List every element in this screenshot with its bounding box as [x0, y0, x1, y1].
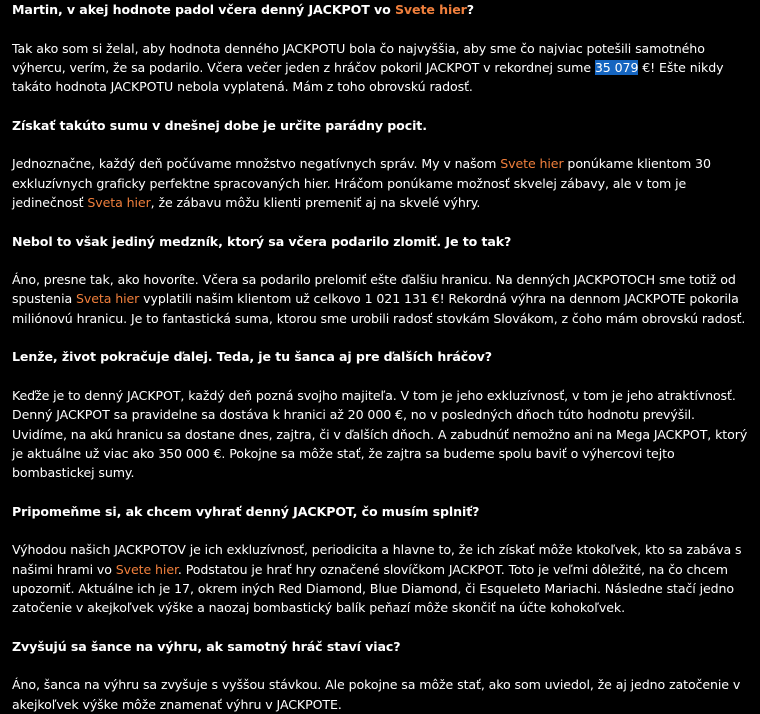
answer-3-part: Áno, presne tak, ako hovoríte. Včera sa podarilo prelomiť ešte ďalšiu hranicu. Na denných JACKPOTOCH sme totiž od spustenia: [12, 272, 736, 307]
answer-1-text-end: €! Ešte nikdy takáto hodnota JACKPOTU nebola vyplatená. Mám z toho obrovskú radosť.: [12, 59, 724, 95]
answer-5-part: . Podstatou je hrať hry označené slovíčkom JACKPOT. Toto je veľmi dôležité, na čo chcem upozorniť. Aktuálne ich je 17, okrem iných Red Diamond, Blue Diamond, či Esqueleto Mariachi. Následne stačí jedno zatočenie v akejkoľvek výške a naozaj bombastický balík peňazí môže skončiť na účte kohokoľvek.: [12, 561, 735, 616]
selected-amount: 35 079: [594, 59, 639, 75]
question-5: Pripomeňme si, ak chcem vyhrať denný JACKPOT, čo musím splniť?: [12, 503, 480, 519]
answer-3: [12, 270, 748, 328]
answer-3-part: vyplatili našim klientom už celkovo 1 021 131 €! Rekordná výhra na dennom JACKPOTE pokorila miliónovú hranicu. Je to fantastická suma, ktorou sme urobili radosť stovkám Slovákom, z čoho mám obrovskú radosť.: [12, 291, 746, 326]
question-1: [12, 0, 748, 19]
answer-5: [12, 540, 748, 617]
answer-2-part: , že zábavu môžu klienti premeniť aj na skvelé výhry.: [150, 194, 481, 210]
answer-1: [12, 39, 748, 97]
sveta-hier-link[interactable]: Sveta hier: [76, 291, 140, 307]
answer-2-part: ponúkame klientom 30 exkluzívnych graficky perfektne spracovaných hier. Hráčom ponúkame možnosť skvelej zábavy, ale v tom je jedinečnosť: [12, 156, 711, 210]
svete-hier-link[interactable]: Svete hier: [500, 156, 564, 172]
answer-1-text: Tak ako som si želal, aby hodnota denného JACKPOTU bola čo najvyššia, aby sme čo najviac potešili samotného výhercu, verím, že sa podarilo. Včera večer jeden z hráčov pokoril JACKPOT v rekordnej sume: [12, 40, 705, 75]
question-1-end: ?: [466, 2, 474, 17]
svete-hier-link[interactable]: Svete hier: [115, 561, 178, 577]
question-2: Získať takúto sumu v dnešnej dobe je určite parádny pocit.: [12, 117, 427, 133]
svete-hier-link[interactable]: Svete hier: [394, 2, 467, 17]
answer-2: [12, 154, 748, 212]
question-1-text: Martin, v akej hodnote padol včera denný JACKPOT vo: [12, 2, 395, 17]
answer-2-part: Jednoznačne, každý deň počúvame množstvo negatívnych správ. My v našom: [12, 156, 501, 172]
question-4: Lenže, život pokračuje ďalej. Teda, je tu šanca aj pre ďalších hráčov?: [12, 349, 492, 365]
sveta-hier-link[interactable]: Sveta hier: [87, 194, 151, 210]
answer-6: Áno, šanca na výhru sa zvyšuje s vyššou stávkou. Ale pokojne sa môže stať, ako som uviedol, že aj jedno zatočenie v akejkoľvek výške môže znamenať výhru v JACKPOTE.: [12, 677, 741, 712]
question-6: Zvyšujú sa šance na výhru, ak samotný hráč staví viac?: [12, 638, 401, 654]
answer-4: Keďže je to denný JACKPOT, každý deň pozná svojho majiteľa. V tom je jeho exkluzívnosť, v tom je jeho atraktívnosť. Denný JACKPOT sa pravidelne sa dostáva k hranici až 20 000 €, no v posledných dňoch túto hodnotu prevýšil. Uvidíme, na akú hranicu sa dostane dnes, zajtra, či v ďalších dňoch. A zabudnúť nemožno ani na Mega JACKPOT, ktorý je aktuálne už viac ako 350 000 €. Pokojne sa môže stať, že zajtra sa budeme spolu baviť o výhercovi tejto bombastickej sumy.: [12, 387, 748, 481]
answer-5-part: Výhodou našich JACKPOTOV je ich exkluzívnosť, periodicita a hlavne to, že ich získať môže ktokoľvek, kto sa zabáva s našimi hrami vo: [12, 542, 742, 577]
question-3: Nebol to však jediný medzník, ktorý sa včera podarilo zlomiť. Je to tak?: [12, 233, 512, 249]
